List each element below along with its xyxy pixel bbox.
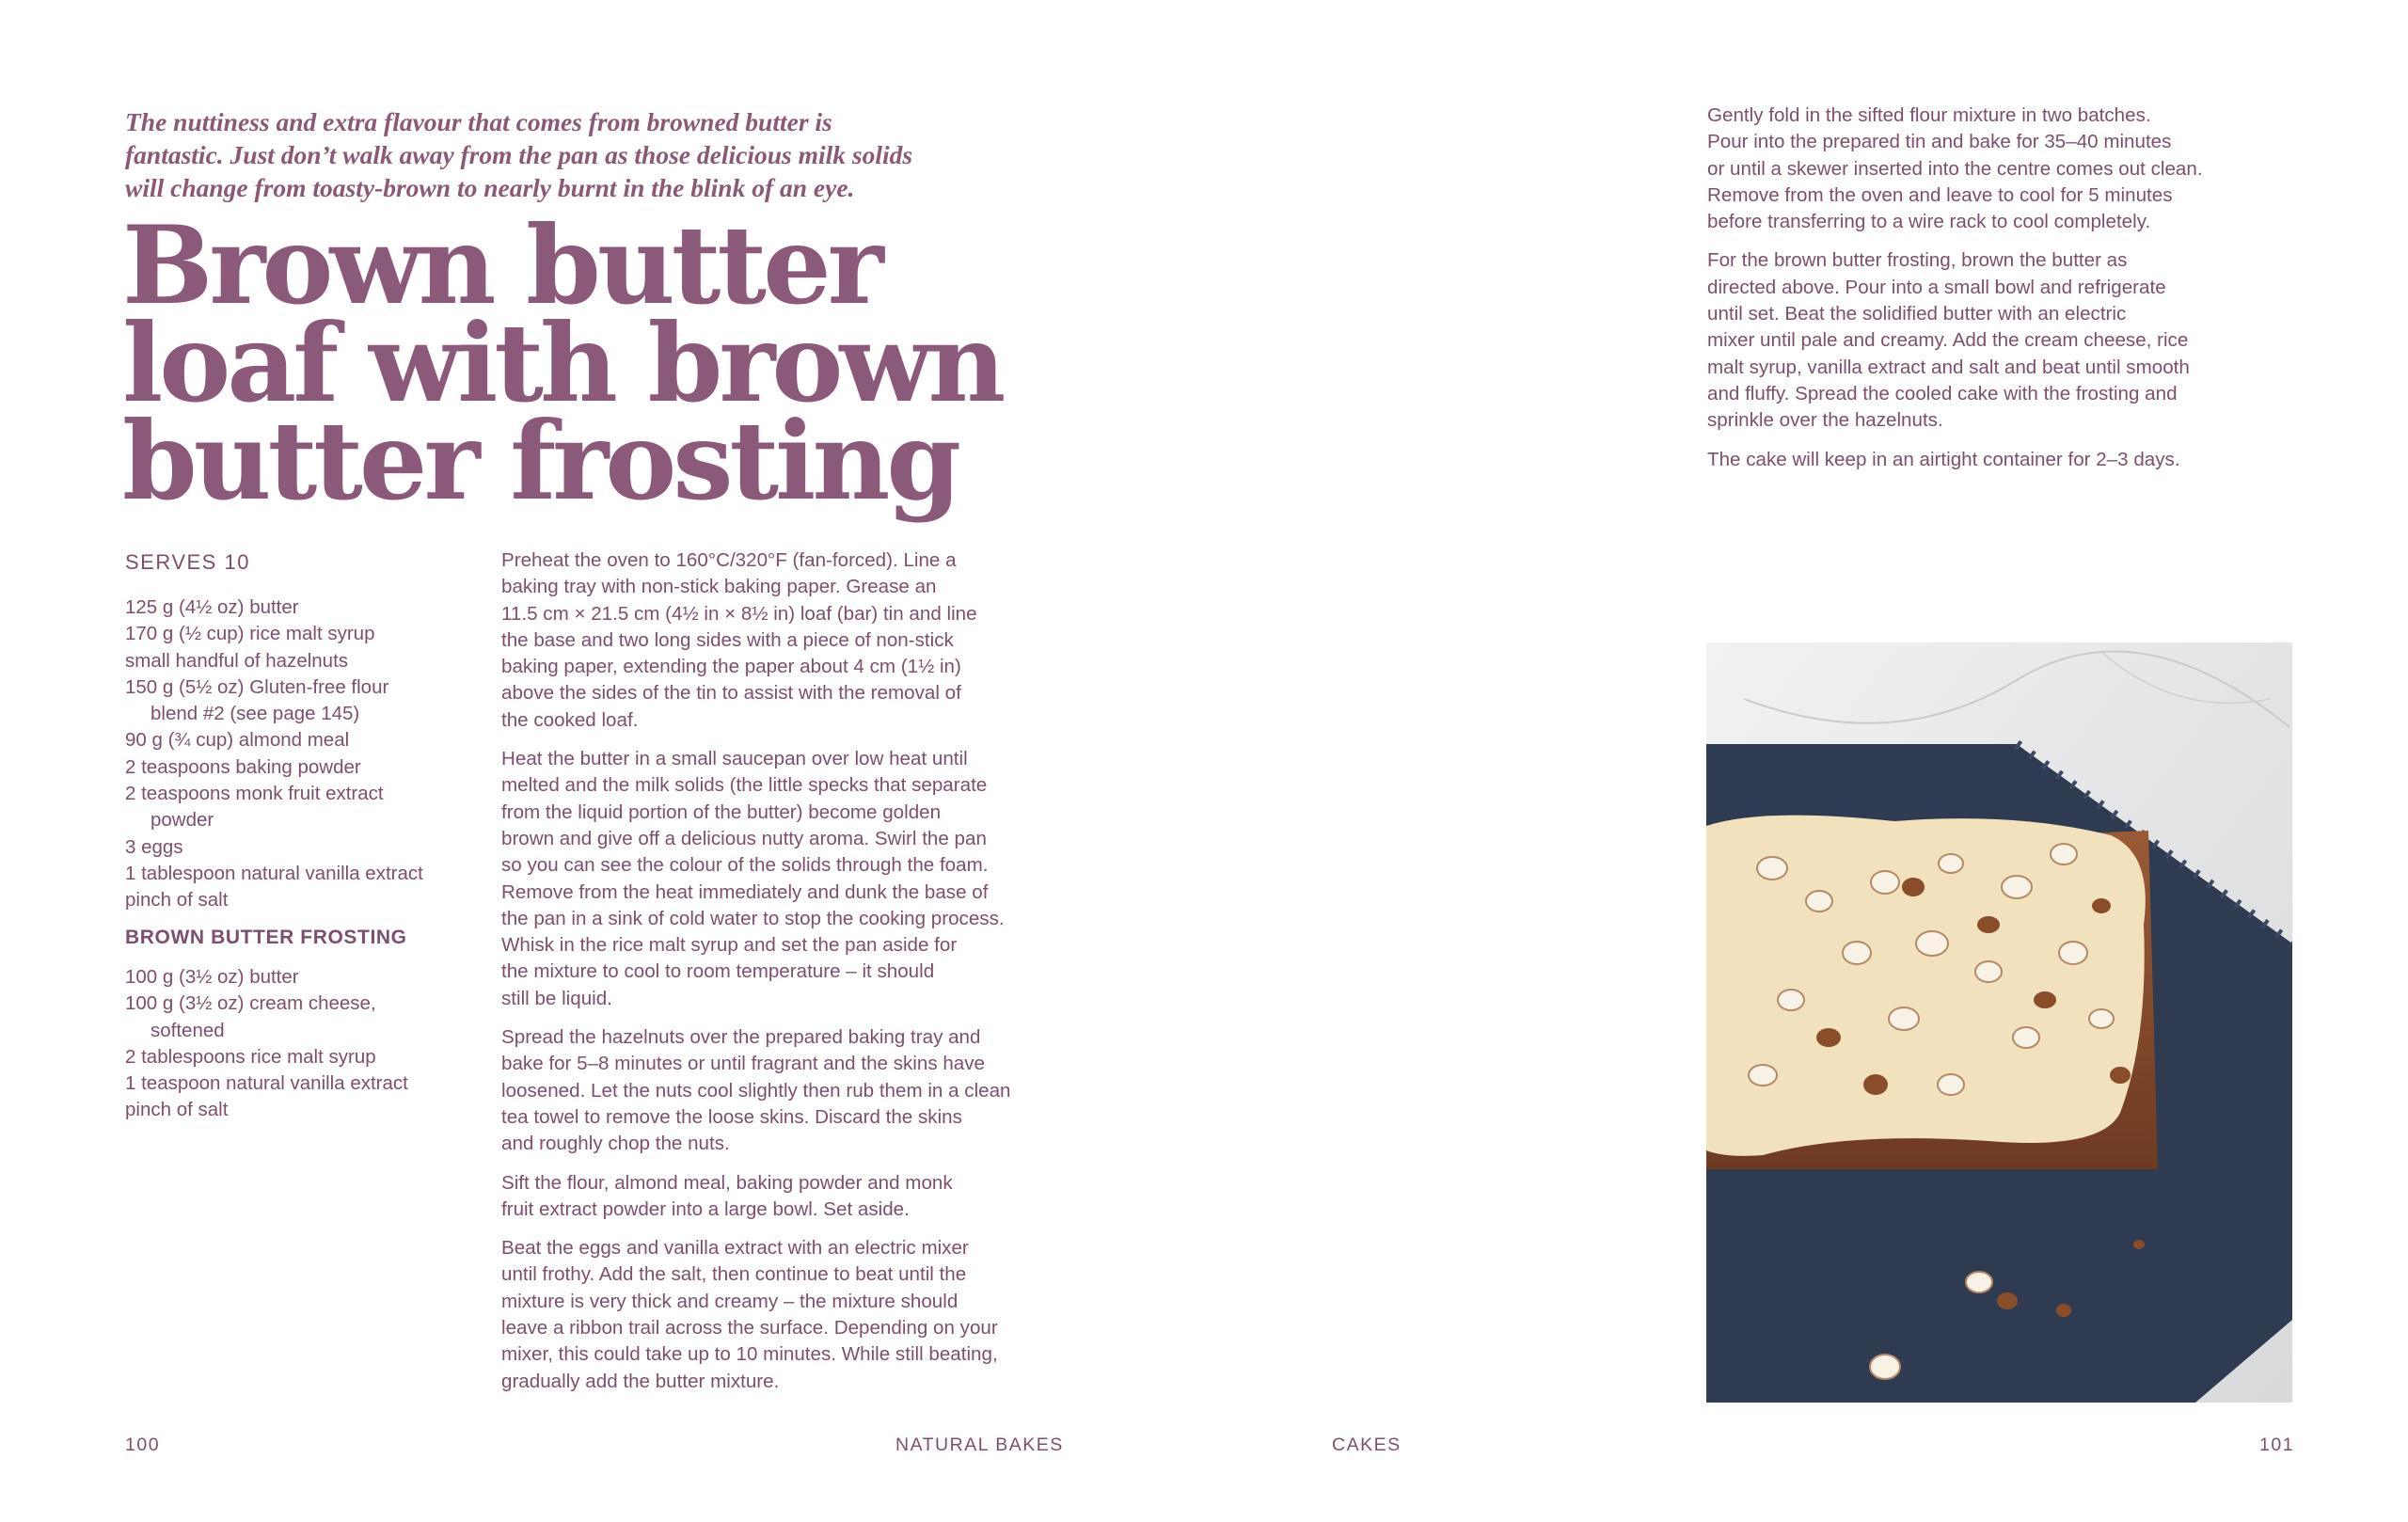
- page-number-right: 101: [2259, 1435, 2295, 1455]
- method-line: before transferring to a wire rack to cool completely.: [1707, 211, 2151, 233]
- method-paragraph: [1707, 103, 2309, 235]
- method-paragraph: [501, 1170, 1103, 1224]
- right-page: [1204, 0, 2408, 1522]
- ingredient-item: 100 g (3½ oz) butter: [125, 966, 299, 988]
- method-line: Beat the eggs and vanilla extract with an electric mixer: [501, 1237, 969, 1260]
- chapter-title: CAKES: [1332, 1435, 1402, 1455]
- method-line: from the liquid portion of the butter) become golden: [501, 801, 942, 823]
- method-line: leave a ribbon trail across the surface. Depending on your: [501, 1317, 998, 1340]
- title-line: Brown butter: [122, 202, 880, 328]
- book-title: NATURAL BAKES: [895, 1435, 1064, 1455]
- method-column-left: [501, 547, 1103, 1407]
- ingredient-item: 125 g (4½ oz) butter: [125, 596, 299, 618]
- method-line: gradually add the butter mixture.: [501, 1370, 780, 1392]
- method-line: Sift the flour, almond meal, baking powder and monk: [501, 1171, 953, 1194]
- frosting-heading: BROWN BUTTER FROSTING: [125, 927, 407, 948]
- method-line: directed above. Pour into a small bowl and refrigerate: [1707, 276, 2166, 298]
- frosting-ingredient-list: [125, 964, 483, 1124]
- intro-text: [125, 105, 1000, 204]
- method-column-right: [1707, 103, 2309, 485]
- method-line: and roughly chop the nuts.: [501, 1133, 730, 1155]
- ingredient-item: powder: [150, 809, 214, 832]
- method-line: For the brown butter frosting, brown the butter as: [1707, 249, 2128, 272]
- page-number-left: 100: [125, 1435, 161, 1455]
- cake-photo-illustration: [1706, 642, 2292, 1403]
- method-line: malt syrup, vanilla extract and salt and beat until smooth: [1707, 356, 2190, 378]
- method-line: the base and two long sides with a piece of non-stick: [501, 628, 954, 651]
- method-line: 11.5 cm × 21.5 cm (4½ in × 8½ in) loaf (bar) tin and line: [501, 602, 977, 625]
- method-line: Preheat the oven to 160°C/320°F (fan-forced). Line a: [501, 549, 957, 571]
- method-line: tea towel to remove the loose skins. Discard the skins: [501, 1105, 962, 1128]
- method-line: Gently fold in the sifted flour mixture in two batches.: [1707, 104, 2151, 126]
- title-line: loaf with brown: [122, 300, 1003, 426]
- ingredient-item: 90 g (¾ cup) almond meal: [125, 729, 350, 752]
- method-line: Remove from the heat immediately and dunk the base of: [501, 880, 989, 903]
- method-line: so you can see the colour of the solids through the foam.: [501, 854, 989, 877]
- ingredient-item: 3 eggs: [125, 835, 183, 858]
- method-line: Pour into the prepared tin and bake for 35–40 minutes: [1707, 131, 2172, 153]
- method-line: mixer, this could take up to 10 minutes. While still beating,: [501, 1343, 998, 1366]
- method-line: The cake will keep in an airtight container for 2–3 days.: [1707, 448, 2180, 470]
- method-line: or until a skewer inserted into the centre comes out clean.: [1707, 157, 2203, 180]
- method-line: and fluffy. Spread the cooled cake with the frosting and: [1707, 382, 2178, 404]
- method-line: until frothy. Add the salt, then continue to beat until the: [501, 1263, 967, 1286]
- method-line: above the sides of the tin to assist with the removal of: [501, 682, 961, 705]
- method-paragraph: [501, 1024, 1103, 1157]
- method-line: baking tray with non-stick baking paper. Grease an: [501, 576, 937, 598]
- method-line: bake for 5–8 minutes or until fragrant and the skins have: [501, 1053, 985, 1075]
- ingredient-item: 150 g (5½ oz) Gluten-free flour: [125, 675, 389, 698]
- method-line: baking paper, extending the paper about 4 cm (1½ in): [501, 656, 961, 678]
- method-line: Heat the butter in a small saucepan over low heat until: [501, 748, 968, 770]
- ingredient-item: blend #2 (see page 145): [150, 703, 360, 725]
- method-paragraph: [1707, 447, 2309, 473]
- method-line: mixer until pale and creamy. Add the cream cheese, rice: [1707, 329, 2189, 352]
- ingredient-item: 100 g (3½ oz) cream cheese,: [125, 992, 376, 1015]
- method-line: the mixture to cool to room temperature – it should: [501, 960, 935, 983]
- ingredient-item: pinch of salt: [125, 889, 229, 912]
- ingredient-item: 1 teaspoon natural vanilla extract: [125, 1072, 408, 1095]
- title-line: butter frosting: [122, 398, 958, 524]
- method-paragraph: [501, 1235, 1103, 1395]
- method-line: fruit extract powder into a large bowl. Set aside.: [501, 1197, 910, 1220]
- method-line: Whisk in the rice malt syrup and set the pan aside for: [501, 934, 958, 957]
- intro-line: The nuttiness and extra flavour that comes from browned butter is: [125, 107, 832, 136]
- method-line: sprinkle over the hazelnuts.: [1707, 409, 1943, 432]
- ingredient-item: small handful of hazelnuts: [125, 649, 349, 672]
- ingredient-item: 2 teaspoons monk fruit extract: [125, 783, 384, 805]
- method-line: the pan in a sink of cold water to stop the cooking process.: [501, 907, 1005, 929]
- ingredient-item: 2 teaspoons baking powder: [125, 755, 361, 778]
- intro-line: will change from toasty-brown to nearly burnt in the blink of an eye.: [125, 173, 855, 202]
- ingredient-item: 2 tablespoons rice malt syrup: [125, 1045, 376, 1068]
- serves-label: SERVES 10: [125, 550, 250, 574]
- ingredient-item: softened: [150, 1019, 225, 1041]
- method-paragraph: [501, 746, 1103, 1012]
- cake-photo: [1706, 642, 2292, 1403]
- ingredient-item: 170 g (½ cup) rice malt syrup: [125, 623, 375, 645]
- ingredient-list: [125, 595, 483, 914]
- method-line: mixture is very thick and creamy – the mixture should: [501, 1290, 958, 1312]
- method-line: loosened. Let the nuts cool slightly then rub them in a clean: [501, 1079, 1011, 1102]
- method-paragraph: [501, 547, 1103, 734]
- ingredient-item: 1 tablespoon natural vanilla extract: [125, 862, 423, 884]
- method-line: still be liquid.: [501, 987, 612, 1009]
- method-line: Remove from the oven and leave to cool for 5 minutes: [1707, 183, 2173, 206]
- method-line: the cooked loaf.: [501, 708, 639, 731]
- method-paragraph: [1707, 247, 2309, 434]
- ingredient-item: pinch of salt: [125, 1099, 229, 1121]
- method-line: Spread the hazelnuts over the prepared baking tray and: [501, 1026, 981, 1049]
- method-line: melted and the milk solids (the little specks that separate: [501, 774, 988, 797]
- method-line: brown and give off a delicious nutty aroma. Swirl the pan: [501, 827, 987, 849]
- recipe-title: [122, 202, 1063, 524]
- method-line: until set. Beat the solidified butter with an electric: [1707, 303, 2127, 325]
- intro-line: fantastic. Just don’t walk away from the pan as those delicious milk solids: [125, 140, 913, 169]
